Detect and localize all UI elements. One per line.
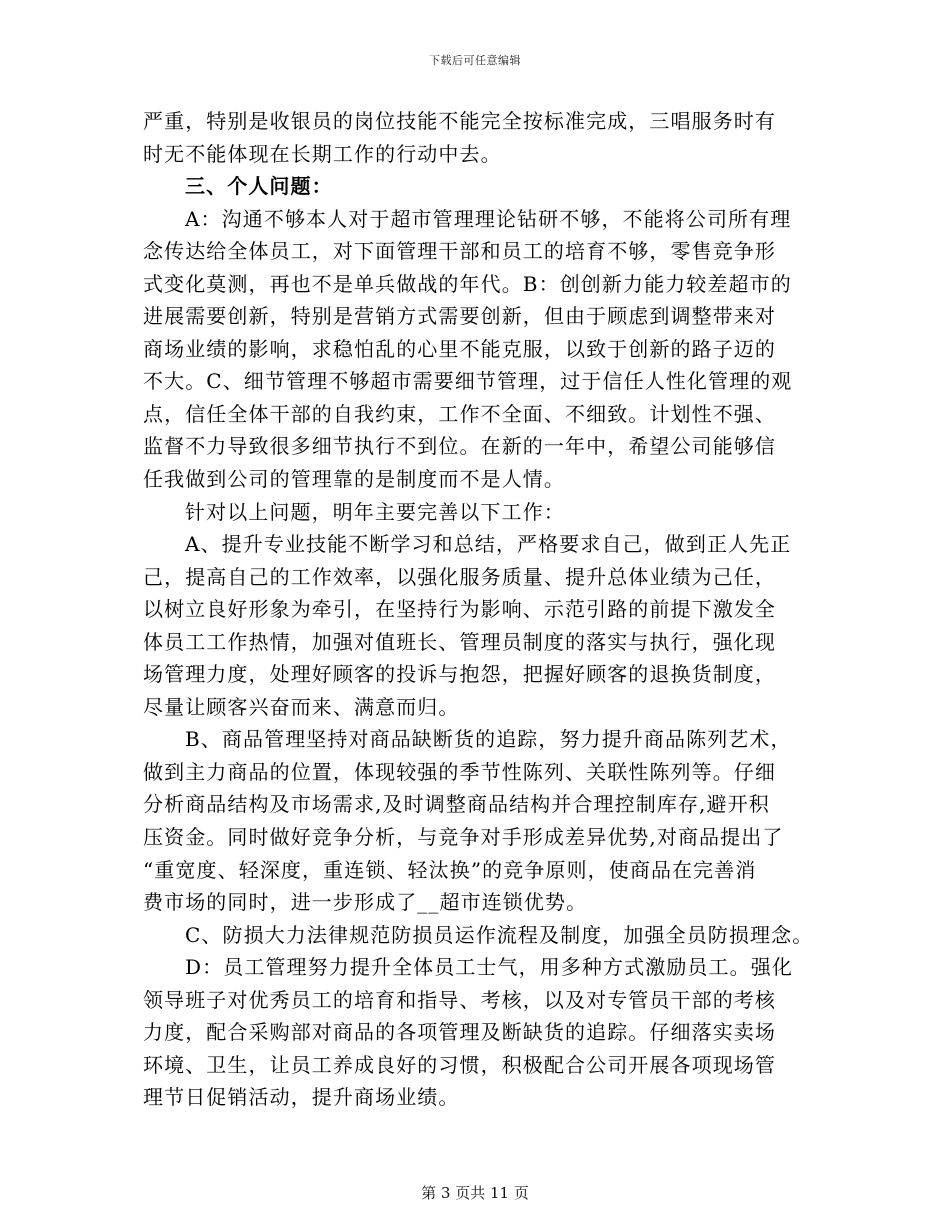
page-header: 下载后可任意编辑 bbox=[429, 54, 521, 67]
paragraph-start: A：沟通不够本人对于超市管理理论钻研不够，不能将公司所有理 bbox=[185, 206, 792, 231]
text-line: 场管理力度，处理好顾客的投诉与抱怨，把握好顾客的退换货制度， bbox=[143, 662, 776, 687]
text-line: 力度，配合采购部对商品的各项管理及断缺货的追踪。仔细落实卖场 bbox=[143, 1020, 776, 1045]
text-line: 压资金。同时做好竞争分析，与竞争对手形成差异优势,对商品提出了 bbox=[143, 825, 784, 850]
paragraph-start: A、提升专业技能不断学习和总结，严格要求自己，做到正人先正 bbox=[185, 532, 792, 557]
text-line: 费市场的同时，进一步形成了__超市连锁优势。 bbox=[143, 890, 588, 915]
paragraph-start: B、商品管理坚持对商品缺断货的追踪，努力提升商品陈列艺术， bbox=[185, 727, 792, 752]
text-line: 监督不力导致很多细节执行不到位。在新的一年中，希望公司能够信 bbox=[143, 434, 776, 459]
text-line: 严重，特别是收银员的岗位技能不能完全按标准完成，三唱服务时有 bbox=[143, 109, 776, 133]
text-line: 分析商品结构及市场需求,及时调整商品结构并合理控制库存,避开积 bbox=[143, 792, 770, 817]
document-body bbox=[143, 105, 823, 1114]
page-footer: 第 3 页共 11 页 bbox=[421, 1184, 529, 1202]
text-line: 念传达给全体员工，对下面管理干部和员工的培育不够，零售竞争形 bbox=[143, 239, 776, 264]
text-line: 尽量让顾客兴奋而来、满意而归。 bbox=[143, 694, 460, 719]
text-line: 领导班子对优秀员工的培育和指导、考核，以及对专管员干部的考核 bbox=[143, 987, 776, 1012]
text-line: 环境、卫生，让员工养成良好的习惯，积极配合公司开展各项现场管 bbox=[143, 1052, 776, 1077]
text-line: 做到主力商品的位置，体现较强的季节性陈列、关联性陈列等。仔细 bbox=[143, 759, 776, 784]
text-line: 体员工工作热情，加强对值班长、管理员制度的落实与执行，强化现 bbox=[143, 629, 776, 654]
text-line: 时无不能体现在长期工作的行动中去。 bbox=[143, 141, 502, 166]
section-heading: 三、个人问题： bbox=[185, 174, 333, 199]
text-line: 不大。C、细节管理不够超市需要细节管理，过于信任人性化管理的观 bbox=[143, 369, 793, 394]
text-line: 商场业绩的影响，求稳怕乱的心里不能克服，以致于创新的路子迈的 bbox=[143, 336, 776, 361]
text-line: 以树立良好形象为牵引，在坚持行为影响、示范引路的前提下激发全 bbox=[143, 597, 776, 622]
paragraph-start: D：员工管理努力提升全体员工士气，用多种方式激励员工。强化 bbox=[185, 955, 793, 980]
text-line: 理节日促销活动，提升商场业绩。 bbox=[143, 1085, 460, 1110]
text-line: 任我做到公司的管理靠的是制度而不是人情。 bbox=[143, 467, 565, 492]
text-line: 点，信任全体干部的自我约束，工作不全面、不细致。计划性不强、 bbox=[143, 401, 776, 426]
text-line: 进展需要创新，特别是营销方式需要创新，但由于顾虑到调整带来对 bbox=[143, 304, 776, 329]
text-line: 己，提高自己的工作效率，以强化服务质量、提升总体业绩为己任， bbox=[143, 564, 776, 589]
text-line: 式变化莫测，再也不是单兵做战的年代。B：创创新力能力较差超市的 bbox=[143, 271, 792, 296]
paragraph-start: C、防损大力法律规范防损员运作流程及制度，加强全员防损理念。 bbox=[185, 922, 814, 947]
paragraph-start: 针对以上问题，明年主要完善以下工作： bbox=[185, 499, 565, 524]
text-line: “重宽度、轻深度，重连锁、轻汰换”的竞争原则，使商品在完善消 bbox=[143, 857, 757, 882]
